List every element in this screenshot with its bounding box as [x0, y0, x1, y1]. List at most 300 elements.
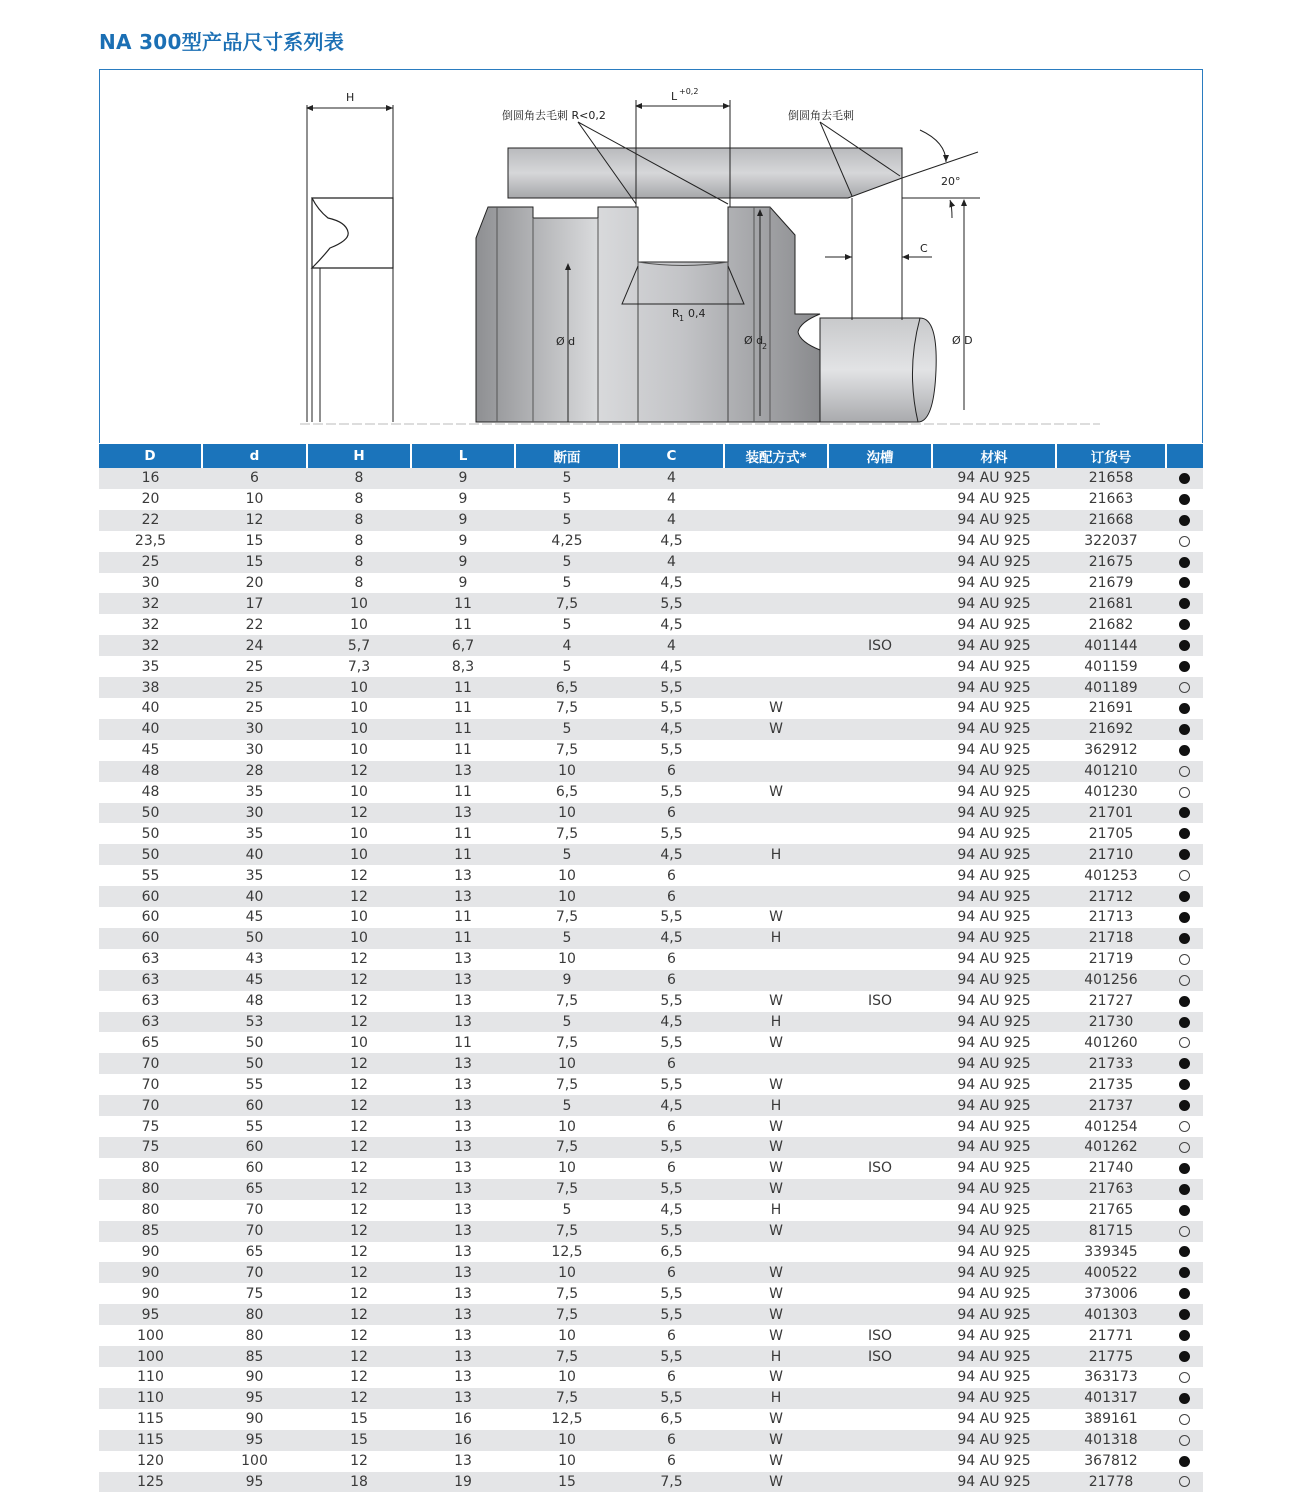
cell-order-no: 21663	[1056, 489, 1166, 510]
cell-section: 10	[515, 1262, 619, 1283]
cell-D: 80	[99, 1158, 202, 1179]
cell-C: 6	[619, 865, 724, 886]
cell-assembly: H	[724, 844, 828, 865]
cell-groove	[828, 1262, 932, 1283]
cell-C: 4,5	[619, 1095, 724, 1116]
cell-material: 94 AU 925	[932, 949, 1056, 970]
cell-section: 5	[515, 1095, 619, 1116]
cell-L: 16	[411, 1409, 515, 1430]
cell-C: 4,5	[619, 1012, 724, 1033]
cell-section: 10	[515, 1325, 619, 1346]
cell-material: 94 AU 925	[932, 1137, 1056, 1158]
cell-d: 90	[202, 1409, 307, 1430]
cell-H: 12	[307, 1388, 411, 1409]
cell-D: 50	[99, 844, 202, 865]
cell-L: 11	[411, 928, 515, 949]
cell-assembly: W	[724, 719, 828, 740]
cell-D: 90	[99, 1242, 202, 1263]
cell-C: 5,5	[619, 782, 724, 803]
filled-circle-icon	[1179, 640, 1190, 651]
table-row	[99, 823, 1203, 844]
cell-D: 48	[99, 761, 202, 782]
cell-section: 5	[515, 928, 619, 949]
cell-D: 40	[99, 698, 202, 719]
cell-assembly: W	[724, 1325, 828, 1346]
cell-d: 65	[202, 1242, 307, 1263]
cell-C: 5,5	[619, 1388, 724, 1409]
cell-d: 35	[202, 865, 307, 886]
cell-C: 4,5	[619, 1200, 724, 1221]
cell-D: 32	[99, 635, 202, 656]
cell-groove	[828, 1242, 932, 1263]
filled-circle-icon	[1179, 912, 1190, 923]
cell-material: 94 AU 925	[932, 677, 1056, 698]
table-row	[99, 1325, 1203, 1346]
cell-groove	[828, 593, 932, 614]
cell-groove	[828, 970, 932, 991]
cell-H: 10	[307, 677, 411, 698]
cell-assembly	[724, 677, 828, 698]
cell-groove: ISO	[828, 1346, 932, 1367]
cell-C: 5,5	[619, 1137, 724, 1158]
cell-order-no: 21681	[1056, 593, 1166, 614]
cell-material: 94 AU 925	[932, 782, 1056, 803]
cell-C: 6	[619, 1430, 724, 1451]
cell-H: 10	[307, 740, 411, 761]
cell-section: 10	[515, 949, 619, 970]
cell-L: 13	[411, 949, 515, 970]
cell-d: 15	[202, 552, 307, 573]
cell-C: 5,5	[619, 1032, 724, 1053]
cell-assembly: W	[724, 1409, 828, 1430]
cell-D: 85	[99, 1221, 202, 1242]
cell-order-no: 401254	[1056, 1116, 1166, 1137]
cell-availability	[1166, 970, 1203, 991]
table-row	[99, 656, 1203, 677]
cell-H: 10	[307, 844, 411, 865]
cell-material: 94 AU 925	[932, 1367, 1056, 1388]
cell-order-no: 21658	[1056, 468, 1166, 489]
open-circle-icon	[1179, 1476, 1190, 1487]
col-header-C: C	[619, 444, 724, 468]
cell-availability	[1166, 656, 1203, 677]
cell-order-no: 21733	[1056, 1053, 1166, 1074]
cell-assembly	[724, 573, 828, 594]
cell-L: 13	[411, 1053, 515, 1074]
cell-availability	[1166, 1283, 1203, 1304]
cell-material: 94 AU 925	[932, 1012, 1056, 1033]
cell-D: 100	[99, 1346, 202, 1367]
cell-material: 94 AU 925	[932, 1472, 1056, 1493]
cell-L: 13	[411, 1325, 515, 1346]
cell-order-no: 21778	[1056, 1472, 1166, 1493]
cell-assembly: W	[724, 1304, 828, 1325]
cell-order-no: 21713	[1056, 907, 1166, 928]
cell-order-no: 401159	[1056, 656, 1166, 677]
table-header-row	[99, 444, 1203, 468]
label-D: Ø D	[952, 334, 973, 347]
cell-assembly	[724, 614, 828, 635]
cell-assembly: W	[724, 1032, 828, 1053]
cell-assembly: W	[724, 782, 828, 803]
open-circle-icon	[1179, 1435, 1190, 1446]
cell-groove	[828, 489, 932, 510]
cell-availability	[1166, 1430, 1203, 1451]
cell-groove	[828, 823, 932, 844]
cell-H: 8	[307, 573, 411, 594]
cell-assembly	[724, 823, 828, 844]
cell-section: 6,5	[515, 677, 619, 698]
table-row	[99, 698, 1203, 719]
cell-D: 35	[99, 656, 202, 677]
cell-H: 12	[307, 1200, 411, 1221]
cell-d: 50	[202, 1032, 307, 1053]
cell-assembly: W	[724, 1221, 828, 1242]
cell-L: 11	[411, 698, 515, 719]
table-row	[99, 886, 1203, 907]
cell-d: 30	[202, 719, 307, 740]
cell-D: 16	[99, 468, 202, 489]
cell-d: 25	[202, 656, 307, 677]
table-row	[99, 1262, 1203, 1283]
cell-order-no: 389161	[1056, 1409, 1166, 1430]
cell-order-no: 401303	[1056, 1304, 1166, 1325]
cell-L: 13	[411, 803, 515, 824]
cell-H: 15	[307, 1409, 411, 1430]
open-circle-icon	[1179, 954, 1190, 965]
cell-order-no: 21730	[1056, 1012, 1166, 1033]
size-series-table	[99, 444, 1203, 1492]
cell-C: 4	[619, 468, 724, 489]
cell-D: 50	[99, 823, 202, 844]
cell-D: 22	[99, 510, 202, 531]
cell-groove: ISO	[828, 635, 932, 656]
cell-d: 80	[202, 1325, 307, 1346]
cell-d: 95	[202, 1388, 307, 1409]
table-row	[99, 761, 1203, 782]
cell-H: 12	[307, 865, 411, 886]
table-row	[99, 928, 1203, 949]
cell-material: 94 AU 925	[932, 489, 1056, 510]
cell-assembly: W	[724, 1367, 828, 1388]
cell-availability	[1166, 573, 1203, 594]
cell-material: 94 AU 925	[932, 1032, 1056, 1053]
cell-groove	[828, 531, 932, 552]
cell-groove	[828, 468, 932, 489]
cell-C: 5,5	[619, 740, 724, 761]
cell-availability	[1166, 1137, 1203, 1158]
cell-d: 55	[202, 1116, 307, 1137]
cell-C: 4	[619, 489, 724, 510]
cell-C: 4	[619, 552, 724, 573]
col-header-material: 材料	[932, 444, 1056, 468]
cell-d: 40	[202, 886, 307, 907]
open-circle-icon	[1179, 1372, 1190, 1383]
cell-material: 94 AU 925	[932, 468, 1056, 489]
cell-L: 13	[411, 1262, 515, 1283]
cell-H: 8	[307, 531, 411, 552]
filled-circle-icon	[1179, 1184, 1190, 1195]
cell-material: 94 AU 925	[932, 1283, 1056, 1304]
seal-profile	[307, 105, 393, 422]
table-row	[99, 1388, 1203, 1409]
cell-groove	[828, 1388, 932, 1409]
cell-H: 10	[307, 782, 411, 803]
cell-C: 4,5	[619, 928, 724, 949]
cell-material: 94 AU 925	[932, 552, 1056, 573]
cell-section: 5	[515, 468, 619, 489]
cell-D: 75	[99, 1137, 202, 1158]
cell-groove	[828, 677, 932, 698]
cell-L: 13	[411, 1221, 515, 1242]
cell-section: 5	[515, 573, 619, 594]
cell-material: 94 AU 925	[932, 844, 1056, 865]
cell-D: 110	[99, 1388, 202, 1409]
filled-circle-icon	[1179, 849, 1190, 860]
cell-order-no: 21719	[1056, 949, 1166, 970]
table-row	[99, 803, 1203, 824]
cell-availability	[1166, 614, 1203, 635]
cell-material: 94 AU 925	[932, 823, 1056, 844]
cell-material: 94 AU 925	[932, 740, 1056, 761]
cell-D: 63	[99, 949, 202, 970]
cell-groove	[828, 1472, 932, 1493]
cell-C: 7,5	[619, 1472, 724, 1493]
cell-section: 7,5	[515, 1137, 619, 1158]
cell-section: 5	[515, 656, 619, 677]
cell-availability	[1166, 719, 1203, 740]
cell-H: 12	[307, 1242, 411, 1263]
cell-assembly	[724, 761, 828, 782]
cell-material: 94 AU 925	[932, 1346, 1056, 1367]
table-row	[99, 949, 1203, 970]
cell-availability	[1166, 1367, 1203, 1388]
filled-circle-icon	[1179, 1100, 1190, 1111]
table-row	[99, 552, 1203, 573]
cell-section: 10	[515, 1451, 619, 1472]
cell-d: 50	[202, 1053, 307, 1074]
table-row	[99, 1409, 1203, 1430]
table-row	[99, 1451, 1203, 1472]
cell-L: 13	[411, 886, 515, 907]
cell-availability	[1166, 1053, 1203, 1074]
filled-circle-icon	[1179, 1309, 1190, 1320]
filled-circle-icon	[1179, 1456, 1190, 1467]
filled-circle-icon	[1179, 828, 1190, 839]
label-R1: R	[672, 307, 680, 320]
cell-L: 11	[411, 740, 515, 761]
table-row	[99, 614, 1203, 635]
cell-availability	[1166, 677, 1203, 698]
cell-material: 94 AU 925	[932, 1158, 1056, 1179]
cell-groove	[828, 1409, 932, 1430]
cell-D: 23,5	[99, 531, 202, 552]
cell-d: 95	[202, 1472, 307, 1493]
cell-material: 94 AU 925	[932, 1200, 1056, 1221]
cell-H: 12	[307, 1137, 411, 1158]
cell-H: 18	[307, 1472, 411, 1493]
label-chamfer-left: 倒圆角去毛刺 R<0,2	[502, 109, 606, 122]
cell-groove	[828, 1095, 932, 1116]
cell-C: 5,5	[619, 1074, 724, 1095]
cell-d: 25	[202, 698, 307, 719]
cell-section: 5	[515, 844, 619, 865]
cell-order-no: 401318	[1056, 1430, 1166, 1451]
cell-H: 10	[307, 593, 411, 614]
cell-section: 7,5	[515, 740, 619, 761]
cell-C: 6	[619, 803, 724, 824]
cell-D: 80	[99, 1179, 202, 1200]
filled-circle-icon	[1179, 557, 1190, 568]
table-row	[99, 635, 1203, 656]
cell-availability	[1166, 1116, 1203, 1137]
cell-section: 10	[515, 1367, 619, 1388]
filled-circle-icon	[1179, 1017, 1190, 1028]
cell-section: 10	[515, 1158, 619, 1179]
cell-availability	[1166, 865, 1203, 886]
cell-D: 32	[99, 614, 202, 635]
cell-C: 6	[619, 1158, 724, 1179]
cell-groove	[828, 865, 932, 886]
cell-D: 48	[99, 782, 202, 803]
cell-C: 5,5	[619, 907, 724, 928]
cell-L: 11	[411, 719, 515, 740]
col-header-availability	[1166, 444, 1203, 468]
cell-groove	[828, 1116, 932, 1137]
cell-order-no: 21735	[1056, 1074, 1166, 1095]
table-row	[99, 1304, 1203, 1325]
cell-C: 4,5	[619, 614, 724, 635]
open-circle-icon	[1179, 766, 1190, 777]
cell-order-no: 21718	[1056, 928, 1166, 949]
cell-groove	[828, 1451, 932, 1472]
cell-section: 7,5	[515, 1221, 619, 1242]
cell-d: 12	[202, 510, 307, 531]
filled-circle-icon	[1179, 996, 1190, 1007]
cell-assembly: W	[724, 1262, 828, 1283]
cell-material: 94 AU 925	[932, 803, 1056, 824]
cell-availability	[1166, 823, 1203, 844]
cell-groove	[828, 782, 932, 803]
cell-L: 11	[411, 782, 515, 803]
cell-d: 30	[202, 803, 307, 824]
cell-d: 43	[202, 949, 307, 970]
filled-circle-icon	[1179, 494, 1190, 505]
cell-L: 13	[411, 1074, 515, 1095]
cell-material: 94 AU 925	[932, 1451, 1056, 1472]
cell-H: 12	[307, 1012, 411, 1033]
table-row	[99, 489, 1203, 510]
cell-order-no: 21682	[1056, 614, 1166, 635]
cell-assembly: W	[724, 1283, 828, 1304]
table-row	[99, 1074, 1203, 1095]
cell-H: 5,7	[307, 635, 411, 656]
cell-D: 125	[99, 1472, 202, 1493]
cell-H: 12	[307, 1116, 411, 1137]
cell-L: 11	[411, 593, 515, 614]
technical-drawing	[99, 69, 1203, 443]
cell-groove	[828, 1221, 932, 1242]
cell-section: 7,5	[515, 1346, 619, 1367]
cell-D: 95	[99, 1304, 202, 1325]
cell-order-no: 21710	[1056, 844, 1166, 865]
cell-section: 7,5	[515, 593, 619, 614]
table-row	[99, 677, 1203, 698]
cell-assembly	[724, 531, 828, 552]
table-row	[99, 907, 1203, 928]
cell-availability	[1166, 803, 1203, 824]
cell-material: 94 AU 925	[932, 761, 1056, 782]
cell-section: 7,5	[515, 1032, 619, 1053]
cell-section: 5	[515, 614, 619, 635]
cell-order-no: 401253	[1056, 865, 1166, 886]
cell-section: 9	[515, 970, 619, 991]
cell-H: 7,3	[307, 656, 411, 677]
col-header-order-no: 订货号	[1056, 444, 1166, 468]
cell-C: 6	[619, 1325, 724, 1346]
cell-d: 30	[202, 740, 307, 761]
cell-availability	[1166, 510, 1203, 531]
cell-material: 94 AU 925	[932, 593, 1056, 614]
cell-H: 12	[307, 970, 411, 991]
cell-material: 94 AU 925	[932, 1409, 1056, 1430]
table-row	[99, 719, 1203, 740]
cell-d: 40	[202, 844, 307, 865]
cell-order-no: 401262	[1056, 1137, 1166, 1158]
cell-material: 94 AU 925	[932, 1179, 1056, 1200]
table-row	[99, 740, 1203, 761]
table-row	[99, 573, 1203, 594]
cell-order-no: 21691	[1056, 698, 1166, 719]
cell-availability	[1166, 907, 1203, 928]
cell-C: 4	[619, 510, 724, 531]
cell-D: 60	[99, 928, 202, 949]
cell-d: 75	[202, 1283, 307, 1304]
cell-L: 13	[411, 1242, 515, 1263]
cell-C: 6	[619, 949, 724, 970]
cell-material: 94 AU 925	[932, 614, 1056, 635]
open-circle-icon	[1179, 787, 1190, 798]
table-row	[99, 510, 1203, 531]
cell-order-no: 21775	[1056, 1346, 1166, 1367]
cell-order-no: 21701	[1056, 803, 1166, 824]
cell-L: 9	[411, 531, 515, 552]
col-header-L: L	[411, 444, 515, 468]
cell-d: 85	[202, 1346, 307, 1367]
cell-d: 20	[202, 573, 307, 594]
cell-availability	[1166, 740, 1203, 761]
cell-availability	[1166, 1179, 1203, 1200]
cell-availability	[1166, 1158, 1203, 1179]
table-row	[99, 1472, 1203, 1493]
cell-groove	[828, 1137, 932, 1158]
cell-availability	[1166, 1242, 1203, 1263]
cell-section: 6,5	[515, 782, 619, 803]
cell-material: 94 AU 925	[932, 573, 1056, 594]
filled-circle-icon	[1179, 1163, 1190, 1174]
cell-order-no: 339345	[1056, 1242, 1166, 1263]
cell-groove	[828, 1367, 932, 1388]
cell-C: 5,5	[619, 677, 724, 698]
cell-C: 5,5	[619, 1179, 724, 1200]
cell-d: 95	[202, 1430, 307, 1451]
cell-groove	[828, 698, 932, 719]
cell-d: 70	[202, 1262, 307, 1283]
cell-C: 4	[619, 635, 724, 656]
cell-L: 13	[411, 1367, 515, 1388]
cell-d: 80	[202, 1304, 307, 1325]
cell-material: 94 AU 925	[932, 865, 1056, 886]
